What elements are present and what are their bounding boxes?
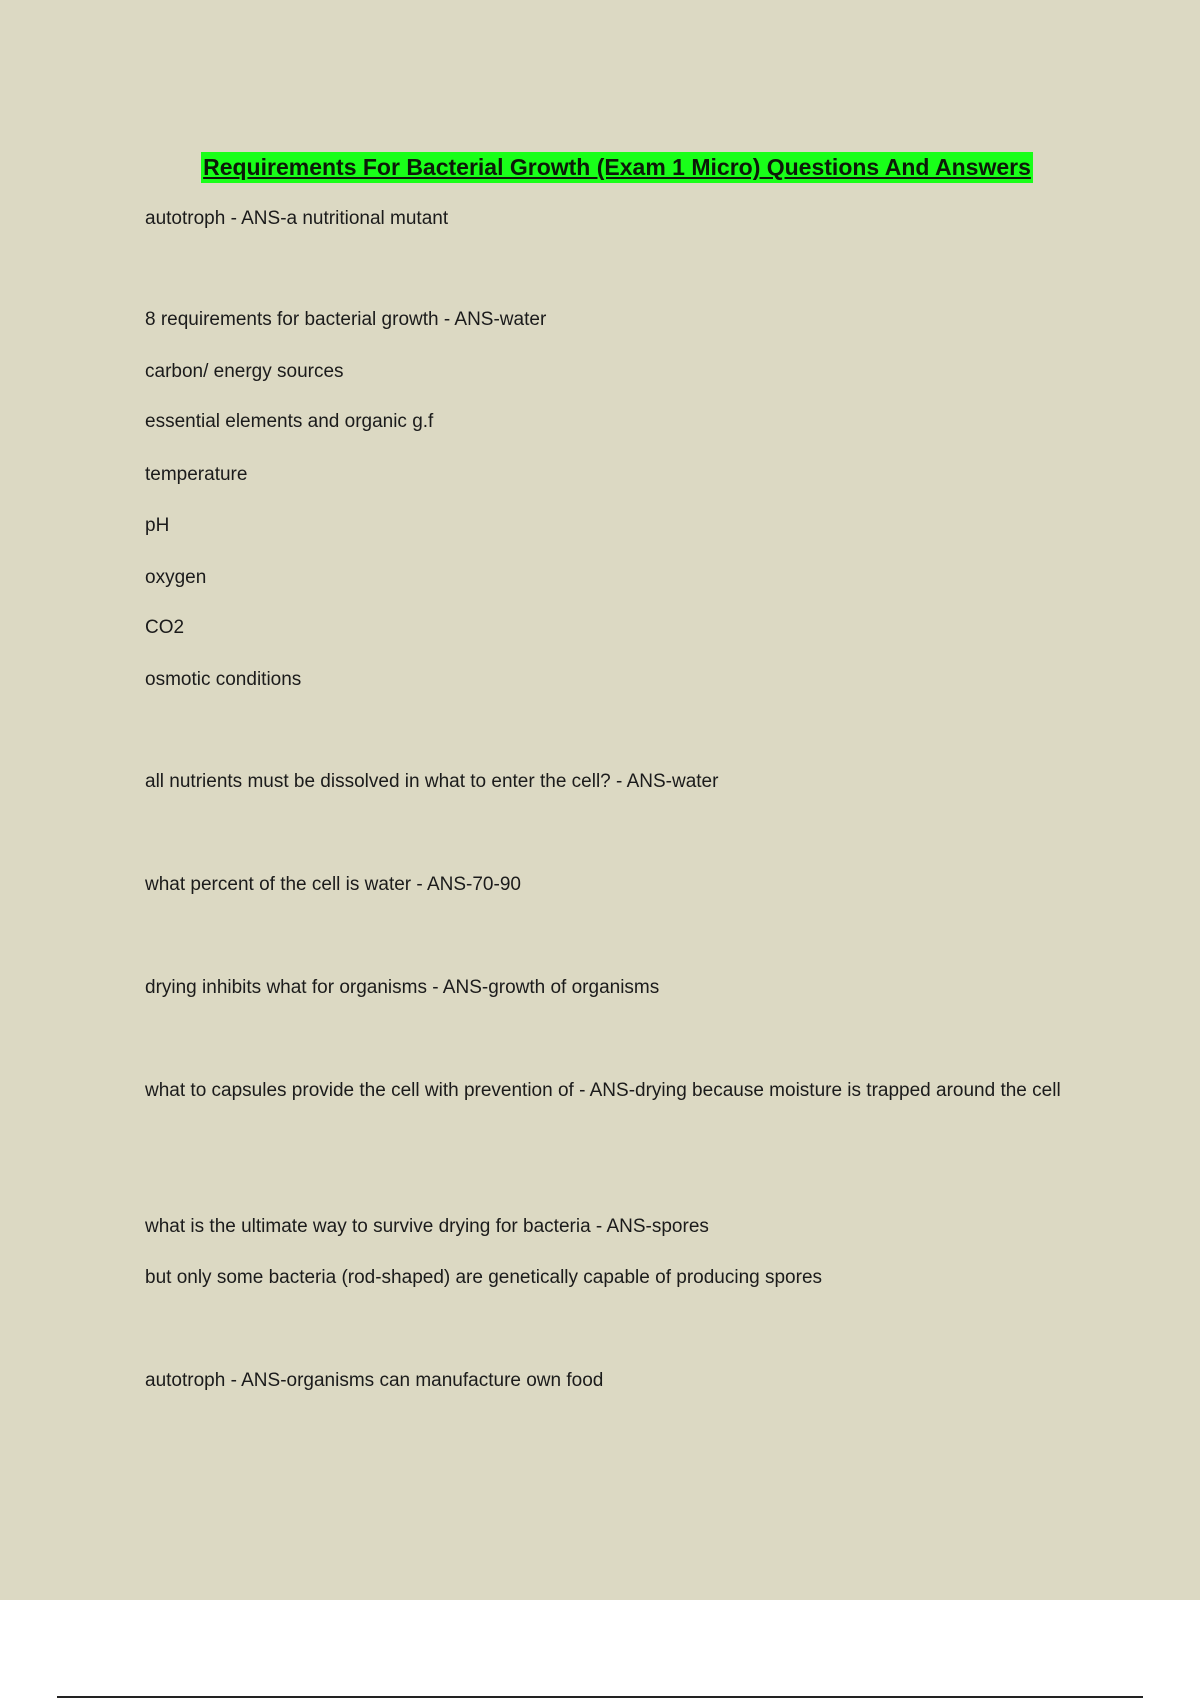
qa-line: what is the ultimate way to survive drying for bacteria - ANS-spores [145,1216,709,1237]
qa-line: what percent of the cell is water - ANS-70-90 [145,874,521,895]
qa-line: CO2 [145,617,185,638]
qa-line: temperature [145,464,248,485]
qa-line: carbon/ energy sources [145,361,344,382]
qa-line: oxygen [145,567,207,588]
qa-line: but only some bacteria (rod-shaped) are genetically capable of producing spores [145,1267,823,1288]
qa-line: osmotic conditions [145,669,302,690]
qa-line: all nutrients must be dissolved in what to enter the cell? - ANS-water [145,771,719,792]
document-title [0,146,1200,183]
qa-line: 8 requirements for bacterial growth - ANS-water [145,309,547,330]
qa-line: autotroph - ANS-a nutritional mutant [145,208,449,229]
footer-divider [57,1696,1143,1698]
qa-line: essential elements and organic g.f [145,411,434,432]
qa-line: pH [145,515,170,536]
document-title-text: Requirements For Bacterial Growth (Exam 1 Micro) Questions And Answers [201,152,1033,183]
qa-line: drying inhibits what for organisms - ANS-growth of organisms [145,977,660,998]
qa-line: autotroph - ANS-organisms can manufacture own food [145,1370,604,1391]
qa-line: what to capsules provide the cell with prevention of - ANS-drying because moisture is trapped around the cell [145,1080,1061,1101]
